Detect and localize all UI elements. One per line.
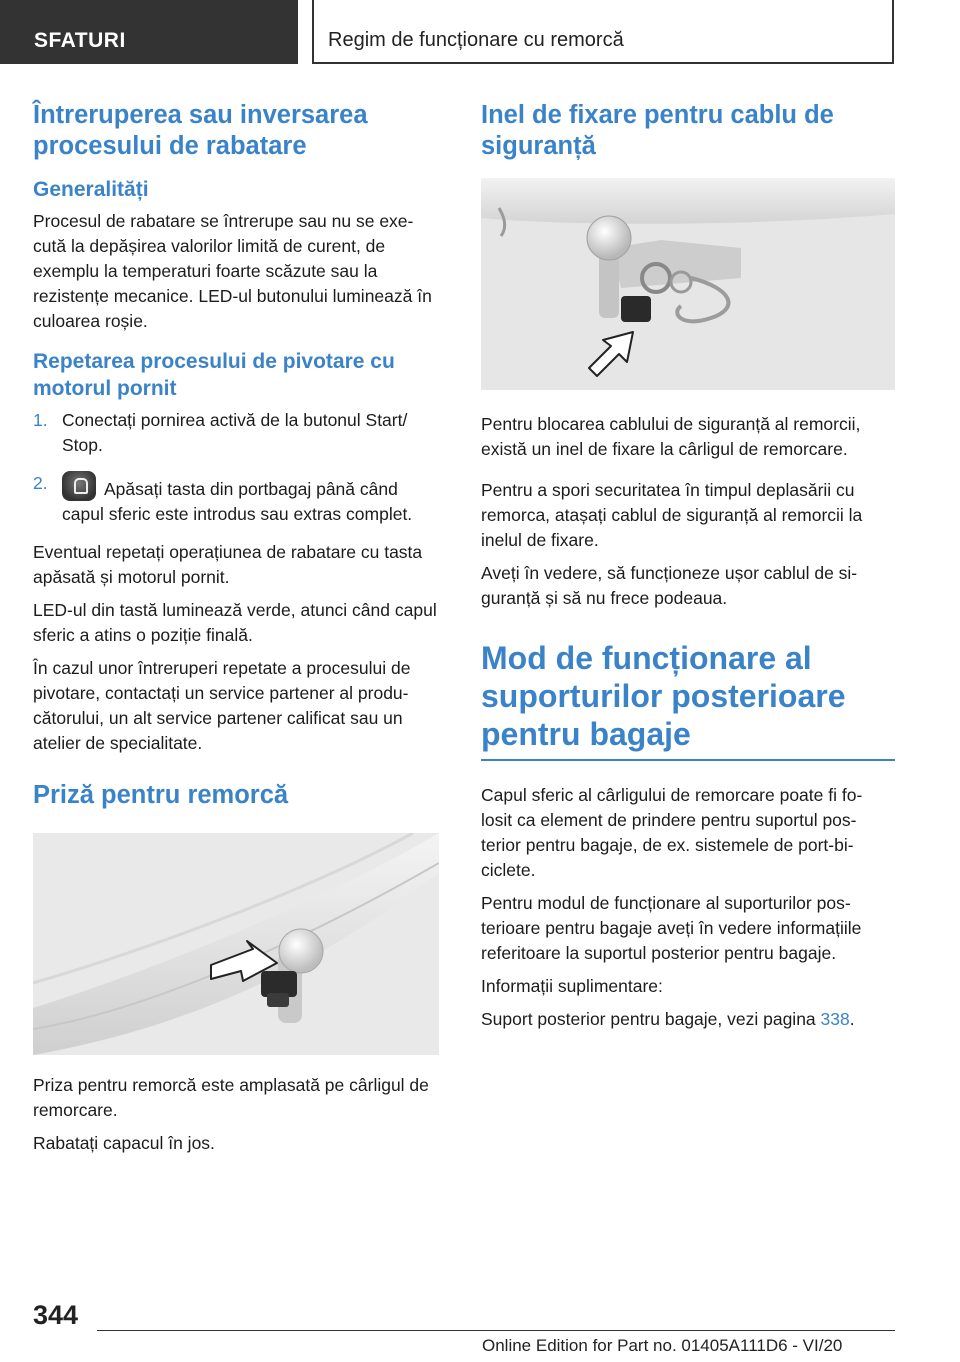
socket-illustration: [33, 833, 439, 1055]
page-link[interactable]: 338: [820, 1009, 850, 1029]
page-number: 344: [33, 1300, 79, 1330]
socket-illustration-svg: [33, 833, 439, 1055]
paragraph-ring-2: Pentru a spori securitatea în timpul deplasării cu remorca, atașați cablul de siguranță al remorcii la inelul de fixare.: [481, 480, 863, 550]
paragraph-ring-1: Pentru blocarea cablului de siguranță al remorcii, există un inel de fixare la cârligul de remorcare.: [481, 414, 861, 459]
chapter-header: [312, 0, 894, 64]
footer-divider: [97, 1330, 895, 1331]
heading-interrupt: Întreruperea sau inversarea procesului de rabatare: [33, 101, 368, 160]
ring-illustration: [481, 178, 895, 390]
step-number: 1.: [33, 410, 48, 430]
paragraph-general: Procesul de rabatare se întrerupe sau nu se exe- cută la depășirea valorilor limită de curent, de exemplu la temperaturi foarte scăzute sau la rezistențe mecanice. LED-ul butonului luminează în culoarea roșie.: [33, 211, 432, 331]
paragraph-mode-2: Pentru modul de funcționare al suporturilor pos- terioare pentru bagaje aveți în vedere informațiile referitoare la suportul posterior pentru bagaje.: [481, 893, 862, 963]
paragraph-repeat-1: Eventual repetați operațiunea de rabatare cu tasta apăsată și motorul pornit.: [33, 542, 423, 587]
paragraph-repeat-2: LED-ul din tastă luminează verde, atunci când capul sferic a atins o poziție finală.: [33, 600, 437, 645]
reference-end: .: [849, 1009, 855, 1029]
edition-info: Online Edition for Part no. 01405A111D6 - VI/20: [482, 1336, 843, 1355]
heading-socket: Priză pentru remorcă: [33, 781, 289, 809]
step-text: Conectați pornirea activă de la butonul Start/ Stop.: [62, 410, 408, 455]
heading-ring: Inel de fixare pentru cablu de siguranță: [481, 101, 834, 160]
ring-illustration-svg: [481, 178, 895, 390]
paragraph-mode-4: [481, 1007, 895, 1032]
paragraph-socket-2: Rabatați capacul în jos.: [33, 1133, 215, 1153]
list-item: [33, 408, 443, 458]
reference-text: Suport posterior pentru bagaje, vezi pagina: [481, 1009, 821, 1029]
heading-repeat: Repetarea procesului de pivotare cu motorul pornit: [33, 350, 395, 400]
right-column: [481, 100, 895, 1040]
paragraph-socket-1: Priza pentru remorcă este amplasată pe cârligul de remorcare.: [33, 1075, 429, 1120]
paragraph-ring-3: Aveți în vedere, să funcționeze ușor cablul de si- guranță și să nu frece podeaua.: [481, 563, 858, 608]
paragraph-mode-1: Capul sferic al cârligului de remorcare poate fi fo- losit ca element de prindere pentru suportul pos- terior pentru bagaje, de ex. sistemele de port-bi- ciclete.: [481, 785, 863, 880]
step-number: 2.: [33, 473, 48, 493]
heading-carrier-mode: Mod de funcționare al suporturilor posterioare pentru bagaje: [481, 639, 895, 761]
trunk-button-icon: [62, 471, 96, 501]
section-tab: [0, 0, 298, 64]
section-label: SFATURI: [34, 29, 126, 52]
steps-list: [33, 408, 443, 527]
left-column: [33, 100, 443, 1164]
step-text: Apăsați tasta din portbagaj până când capul sferic este introdus sau extras complet.: [62, 479, 413, 524]
paragraph-repeat-3: În cazul unor întreruperi repetate a procesului de pivotare, contactați un service partener al produ- cătorului, un alt service partener calificat sau un atelier de specialitate.: [33, 658, 411, 753]
paragraph-mode-3: Informații suplimentare:: [481, 976, 663, 996]
chapter-title: Regim de funcționare cu remorcă: [328, 29, 624, 51]
list-item: [33, 471, 443, 527]
heading-general: Generalități: [33, 178, 149, 201]
